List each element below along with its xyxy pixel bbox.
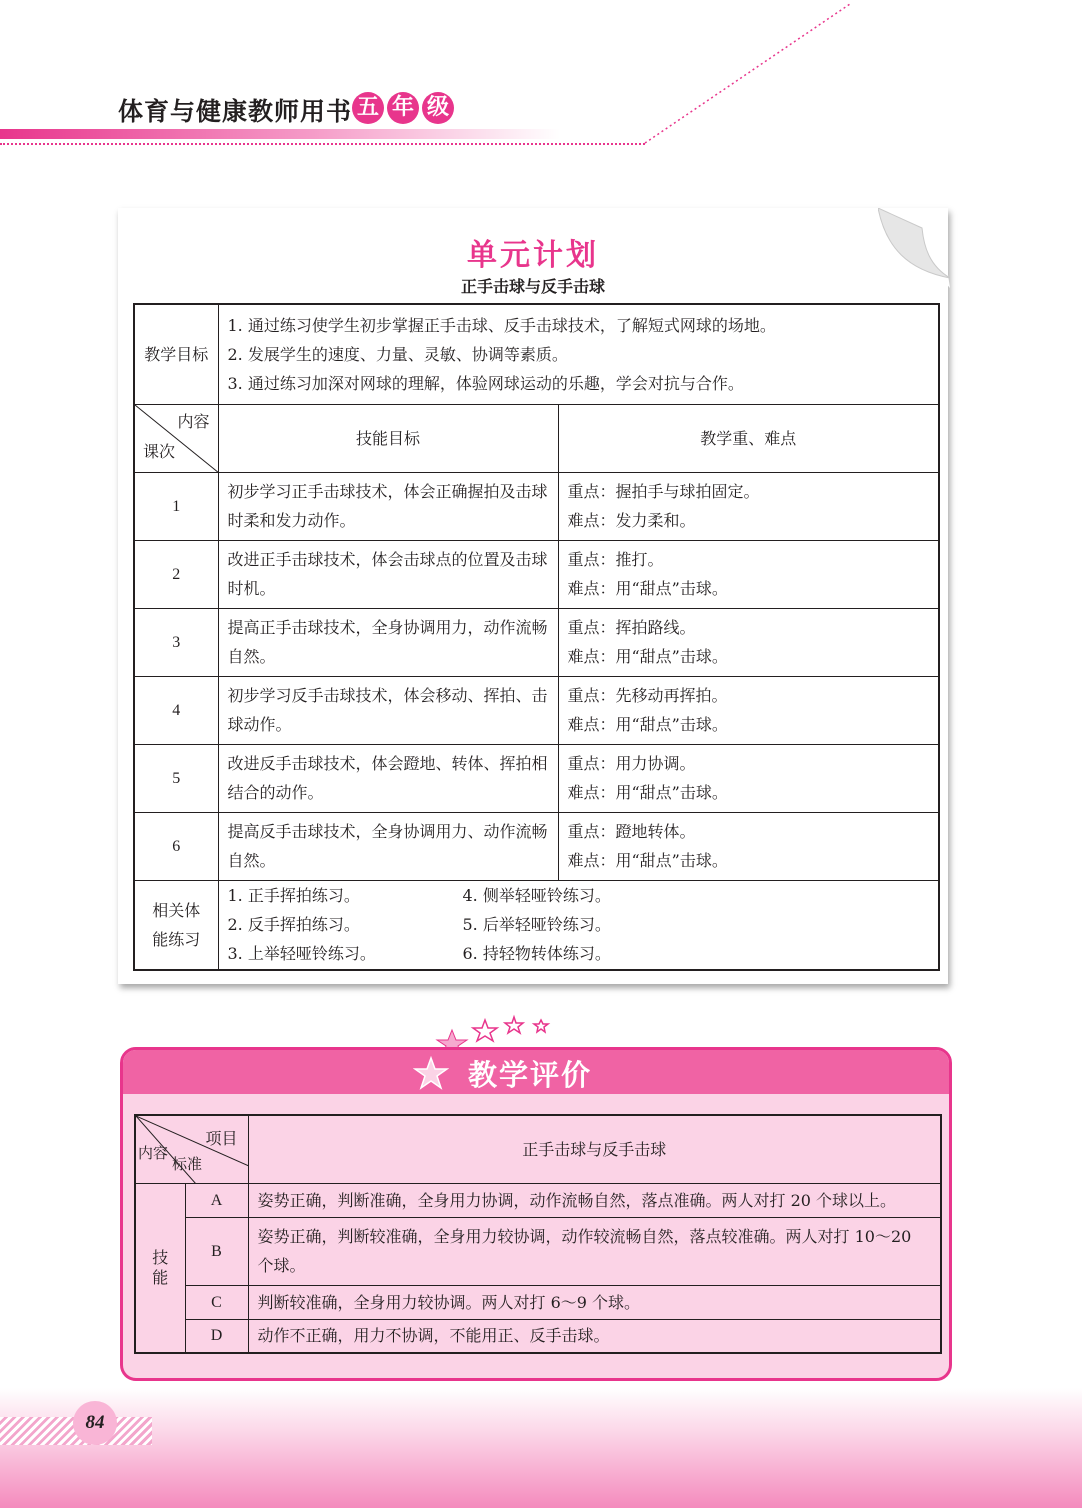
grade-description: 姿势正确，判断准确，全身用力协调，动作流畅自然，落点准确。两人对打 20 个球以上。	[248, 1183, 941, 1217]
lesson-focus	[558, 676, 939, 744]
fitness-label-line: 能练习	[152, 929, 201, 949]
header-dotted-rule	[0, 143, 645, 145]
evaluation-table	[134, 1114, 942, 1354]
lesson-skill: 初步学习正手击球技术，体会正确握拍及击球时柔和发力动作。	[218, 472, 558, 540]
skill-column-header: 技能目标	[218, 404, 558, 472]
evaluation-header-row	[135, 1115, 941, 1183]
lesson-focus	[558, 744, 939, 812]
lesson-number: 1	[134, 472, 218, 540]
corner-content-label: 内容	[138, 1144, 169, 1162]
lesson-row	[134, 472, 939, 540]
lesson-number: 4	[134, 676, 218, 744]
evaluation-column-header: 正手击球与反手击球	[248, 1115, 941, 1183]
fitness-item: 3. 上举轻哑铃练习。	[227, 944, 376, 964]
grade-badge-char-3: 级	[422, 92, 454, 124]
grade-badge-char-1: 五	[352, 92, 384, 124]
corner-standard-label: 标准	[172, 1155, 203, 1173]
lesson-row	[134, 744, 939, 812]
fitness-item: 2. 反手挥拍练习。	[227, 915, 360, 935]
fitness-item: 1. 正手挥拍练习。	[227, 886, 360, 906]
lesson-row	[134, 608, 939, 676]
row-group-text: 技能	[152, 1247, 169, 1287]
objectives-row	[134, 304, 939, 404]
book-title: 体育与健康教师用书	[118, 97, 353, 126]
lesson-key-point: 重点：蹬地转体。	[567, 822, 696, 841]
lesson-skill: 初步学习反手击球技术，体会移动、挥拍、击球动作。	[218, 676, 558, 744]
lesson-row	[134, 676, 939, 744]
objective-item: 3. 通过练习加深对网球的理解，体验网球运动的乐趣，学会对抗与合作。	[227, 373, 744, 393]
lesson-focus	[558, 812, 939, 880]
lesson-key-point: 重点：挥拍路线。	[567, 618, 696, 637]
page-number: 84	[73, 1401, 117, 1445]
corner-top-label: 内容	[177, 411, 210, 431]
star-icon	[534, 1020, 548, 1032]
evaluation-row	[135, 1183, 941, 1217]
lesson-key-point: 重点：推打。	[567, 550, 664, 569]
lesson-key-point: 重点：先移动再挥拍。	[567, 686, 728, 705]
evaluation-row	[135, 1217, 941, 1285]
fitness-label	[134, 880, 218, 970]
lesson-row	[134, 540, 939, 608]
grade-label: A	[185, 1183, 248, 1217]
fitness-item: 4. 侧举轻哑铃练习。	[462, 886, 611, 906]
unit-plan-card	[118, 208, 948, 984]
grade-description: 动作不正确，用力不协调，不能用正、反手击球。	[248, 1319, 941, 1353]
lesson-difficulty: 难点：用“甜点”击球。	[567, 579, 728, 598]
lesson-number: 5	[134, 744, 218, 812]
lesson-focus	[558, 608, 939, 676]
footer-band	[0, 1388, 1082, 1508]
star-icon	[505, 1017, 523, 1033]
objective-item: 1. 通过练习使学生初步掌握正手击球、反手击球技术，了解短式网球的场地。	[227, 315, 776, 335]
lesson-skill: 提高反手击球技术，全身协调用力、动作流畅自然。	[218, 812, 558, 880]
lesson-focus	[558, 472, 939, 540]
corner-item-label: 项目	[205, 1129, 238, 1148]
unit-plan-table	[133, 303, 940, 971]
evaluation-panel	[120, 1047, 952, 1381]
objectives-cell	[218, 304, 939, 404]
lesson-header-row	[134, 404, 939, 472]
corner-bottom-label: 课次	[143, 441, 176, 461]
grade-label: B	[185, 1217, 248, 1285]
grade-badge-char-2: 年	[387, 92, 419, 124]
header-bar	[0, 129, 560, 139]
lesson-difficulty: 难点：用“甜点”击球。	[567, 647, 728, 666]
grade-description: 判断较准确，全身用力较协调。两人对打 6～9 个球。	[248, 1285, 941, 1319]
lesson-difficulty: 难点：用“甜点”击球。	[567, 783, 728, 802]
objective-item: 2. 发展学生的速度、力量、灵敏、协调等素质。	[227, 344, 568, 364]
grade-label: C	[185, 1285, 248, 1319]
fitness-row	[134, 880, 939, 970]
fitness-item: 5. 后举轻哑铃练习。	[462, 915, 611, 935]
focus-column-header: 教学重、难点	[558, 404, 939, 472]
grade-label: D	[185, 1319, 248, 1353]
lesson-skill: 改进正手击球技术，体会击球点的位置及击球时机。	[218, 540, 558, 608]
lesson-difficulty: 难点：用“甜点”击球。	[567, 851, 728, 870]
lesson-key-point: 重点：握拍手与球拍固定。	[567, 482, 760, 501]
lesson-row	[134, 812, 939, 880]
corner-header-cell	[134, 404, 218, 472]
row-group-label	[135, 1183, 185, 1353]
lesson-focus	[558, 540, 939, 608]
lesson-number: 6	[134, 812, 218, 880]
lesson-number: 3	[134, 608, 218, 676]
star-icon	[413, 1056, 449, 1092]
lesson-difficulty: 难点：发力柔和。	[567, 511, 696, 530]
star-icon	[473, 1020, 497, 1041]
evaluation-row	[135, 1319, 941, 1353]
fitness-label-line: 相关体	[152, 900, 201, 920]
unit-plan-title: 单元计划	[467, 238, 599, 273]
lesson-skill: 改进反手击球技术，体会蹬地、转体、挥拍相结合的动作。	[218, 744, 558, 812]
evaluation-title: 教学评价	[468, 1058, 593, 1092]
grade-description: 姿势正确，判断较准确，全身用力较协调，动作较流畅自然，落点较准确。两人对打 10～20 个球。	[248, 1217, 941, 1285]
lesson-skill: 提高正手击球技术，全身协调用力，动作流畅自然。	[218, 608, 558, 676]
unit-plan-subtitle: 正手击球与反手击球	[460, 277, 605, 296]
lesson-number: 2	[134, 540, 218, 608]
fitness-item: 6. 持轻物转体练习。	[462, 944, 611, 964]
evaluation-row	[135, 1285, 941, 1319]
lesson-difficulty: 难点：用“甜点”击球。	[567, 715, 728, 734]
objectives-label: 教学目标	[134, 304, 218, 404]
evaluation-corner-cell	[135, 1115, 248, 1183]
lesson-key-point: 重点：用力协调。	[567, 754, 696, 773]
fitness-list	[218, 880, 939, 970]
